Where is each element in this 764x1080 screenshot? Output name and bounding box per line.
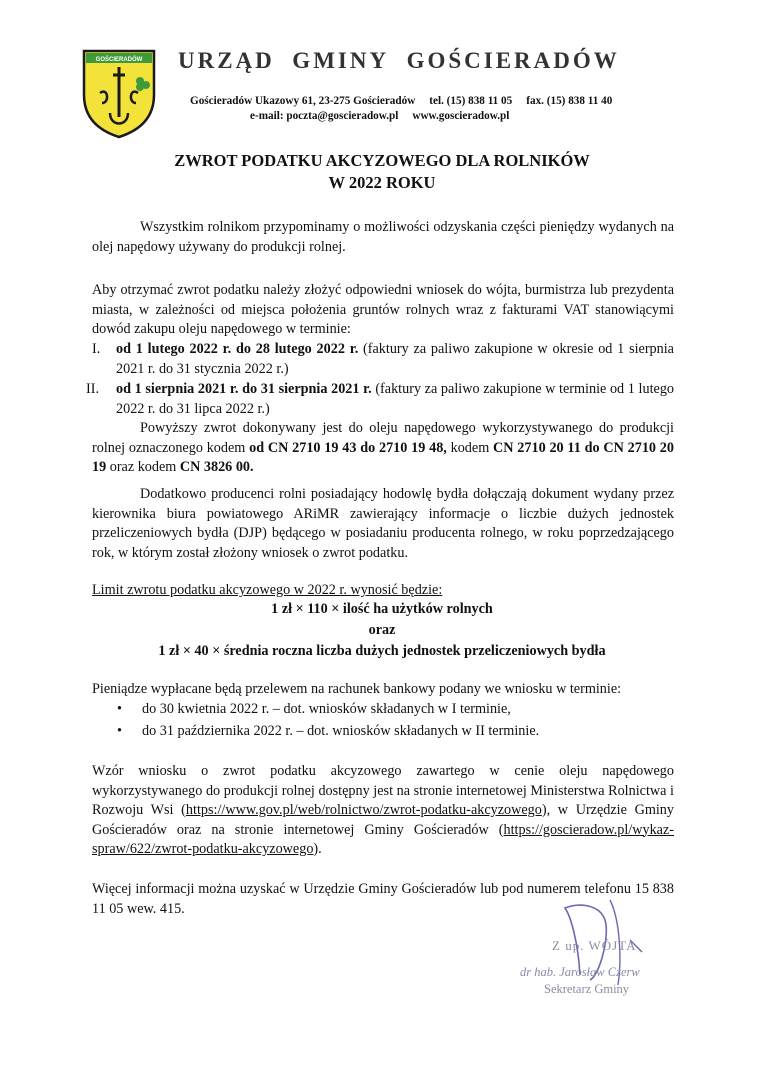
stamp-line-3: Sekretarz Gminy bbox=[544, 982, 630, 996]
oil-codes-paragraph: Powyższy zwrot dokonywany jest do oleju napędowego wykorzystywanego do produkcji rolnej oznaczonego kodem od CN 2710 19 43 do 2710 19 48, kodem CN 2710 20 11 do CN 2710 20 19 oraz kodem CN 3826 00. bbox=[92, 420, 674, 475]
formula-or: oraz bbox=[368, 622, 396, 638]
formula-cattle: 1 zł × 40 × średnia roczna liczba dużych jednostek przeliczeniowych bydła bbox=[158, 643, 606, 659]
formula-land: 1 zł × 110 × ilość ha użytków rolnych bbox=[271, 601, 493, 617]
office-name: URZĄD GMINY GOŚCIERADÓW bbox=[178, 48, 620, 73]
contact-line bbox=[250, 110, 523, 122]
term-numeral: I. bbox=[92, 341, 101, 357]
website[interactable]: www.goscieradow.pl bbox=[412, 110, 510, 122]
intro-paragraph: Wszystkim rolnikom przypominamy o możliwości odzyskania części pieniędzy wydanych na olej napędowy używany do produkcji rolnej. bbox=[92, 219, 674, 255]
contact-paragraph: Więcej informacji można uzyskać w Urzędzie Gminy Gościeradów lub pod numerem telefonu 15 838 11 05 wew. 415. bbox=[92, 881, 674, 917]
ministry-link[interactable]: https://www.gov.pl/web/rolnictwo/zwrot-podatku-akcyzowego bbox=[185, 802, 542, 818]
limit-title: Limit zwrotu podatku akcyzowego w 2022 r. wynosić będzie: bbox=[92, 582, 443, 598]
phone: tel. (15) 838 11 05 bbox=[429, 95, 513, 107]
term-item-1: I. od 1 lutego 2022 r. do 28 lutego 2022 r. (faktury za paliwo zakupione w okresie od 1 sierpnia 2021 r. do 31 stycznia 2022 r.) bbox=[92, 341, 674, 377]
term-item-2: II. od 1 sierpnia 2021 r. do 31 sierpnia 2021 r. (faktury za paliwo zakupione w terminie od 1 lutego 2022 r. do 31 lipca 2022 r.) bbox=[86, 381, 675, 417]
crest-label: GOŚCIERADÓW bbox=[95, 57, 143, 63]
title-line-1: ZWROT PODATKU AKCYZOWEGO DLA ROLNIKÓW bbox=[174, 151, 590, 170]
form-info-paragraph: Wzór wniosku o zwrot podatku akcyzowego zawartego w cenie oleju napędowego wykorzystywanego do produkcji rolnej dostępny jest na stronie internetowej Ministerstwa Rolnictwa i Rozwoju Wsi (https://www.gov.pl/web/rolnictwo/zwrot-podatku-akcyzowego), w Urzędzie Gminy Gościeradów oraz na stronie internetowej Gminy Gościeradów (https://goscieradow.pl/wykaz-spraw/622/zwrot-podatku-akcyzowego). bbox=[92, 763, 674, 857]
email[interactable]: e-mail: poczta@goscieradow.pl bbox=[250, 110, 399, 122]
payment-intro: Pieniądze wypłacane będą przelewem na rachunek bankowy podany we wniosku w terminie: bbox=[92, 681, 622, 697]
bullet-icon: • bbox=[117, 723, 122, 739]
fax: fax. (15) 838 11 40 bbox=[526, 95, 613, 107]
cattle-paragraph: Dodatkowo producenci rolni posiadający hodowlę bydła dołączają dokument wydany przez kierownika biura powiatowego ARiMR zawierający informacje o liczbie dużych jednostek przeliczeniowych bydła (DJP) będącego w posiadaniu producenta rolnego, w roku poprzedzającego rok, w którym został złożony wniosek o zwrot podatku. bbox=[92, 486, 674, 561]
address: Gościeradów Ukazowy 61, 23-275 Gościeradów bbox=[190, 95, 416, 107]
requirements-paragraph: Aby otrzymać zwrot podatku należy złożyć odpowiedni wniosek do wójta, burmistrza lub prezydenta miasta, w zależności od miejsca położenia gruntów rolnych wraz z fakturami VAT stanowiącymi dowód zakupu oleju napędowego w terminie: bbox=[92, 282, 674, 337]
title-line-2: W 2022 ROKU bbox=[328, 173, 436, 192]
coat-of-arms-logo bbox=[80, 47, 158, 139]
document-title bbox=[0, 150, 764, 194]
bullet-icon: • bbox=[117, 701, 122, 717]
term-numeral: II. bbox=[86, 381, 99, 397]
address-line bbox=[190, 95, 612, 107]
municipality-link[interactable]: https://goscieradow.pl/wykaz-spraw/622/zwrot-podatku-akcyzowego bbox=[92, 821, 674, 857]
stamp-line-1: Z up. WÓJTA bbox=[552, 938, 637, 953]
stamp-line-2: dr hab. Jarosław Czerw bbox=[520, 965, 640, 979]
